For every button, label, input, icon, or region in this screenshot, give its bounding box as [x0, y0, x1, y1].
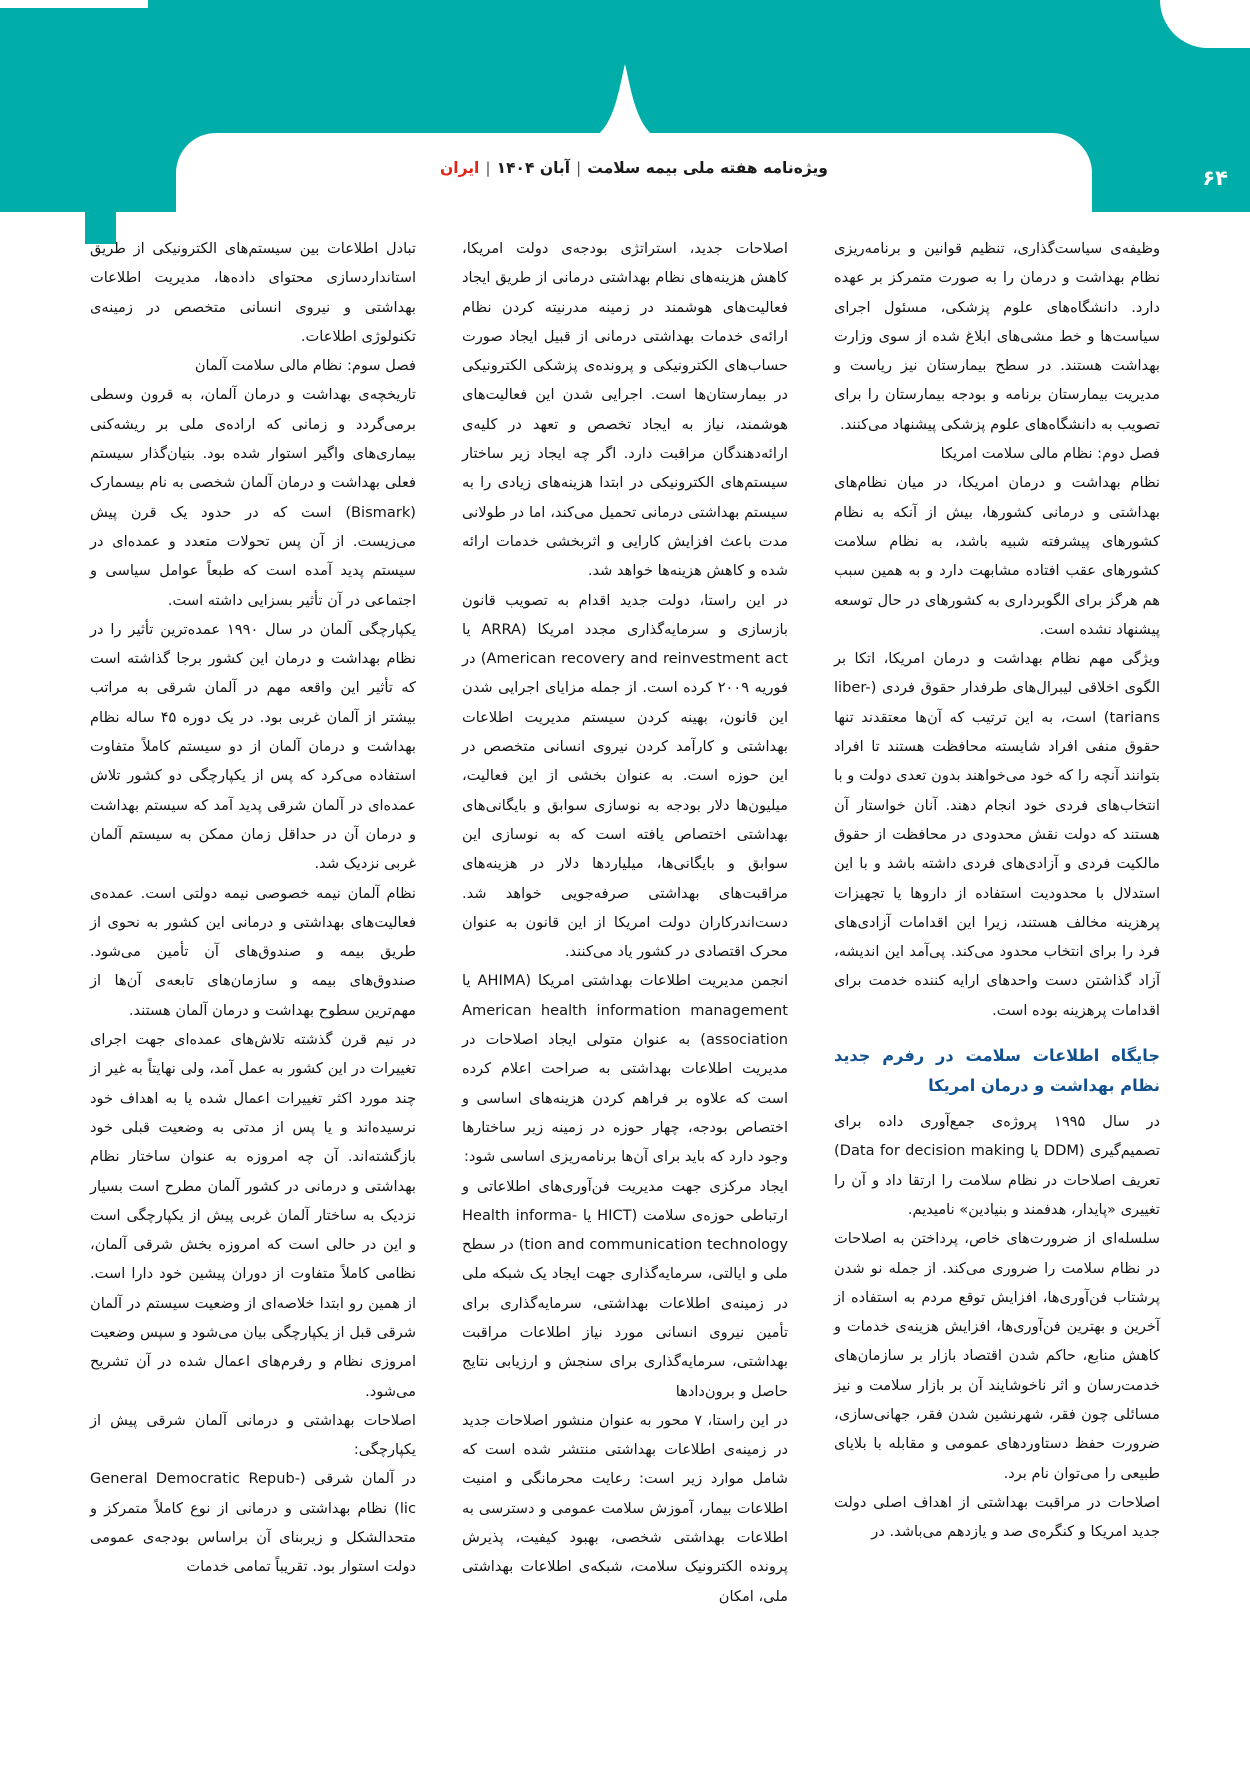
paragraph: تبادل اطلاعات بین سیستم‌های الکترونیکی از طریق استانداردسازی محتوای داده‌ها، مدیریت اطلاعات بهداشتی و نیروی انسانی متخصص در زمینه‌ی تکنولوژی اطلاعات.	[90, 240, 416, 345]
banner-corner-top-right	[1160, 0, 1250, 48]
paragraph: فصل سوم: نظام مالی سلامت آلمان	[194, 357, 416, 375]
paragraph: اصلاحات در مراقبت بهداشتی از اهداف اصلی دولت جدید امریکا و کنگره‌ی صد و یازدهم می‌باشد. در	[834, 1493, 1160, 1541]
section-heading: جایگاه اطلاعات سلامت در رفرم جدید نظام بهداشت و درمان امریکا	[834, 1046, 1160, 1096]
paragraph: ایجاد مرکزی جهت مدیریت فن‌آوری‌های اطلاعاتی و ارتباطی حوزه‌ی سلامت (HICT یا Health informa-tion and communication technology) در سطح ملی و ایالتی، سرمایه‌گذاری جهت ایجاد یک شبکه ملی در زمینه‌ی اطلاعات بهداشتی، سرمایه‌گذاری برای تأمین نیروی انسانی مورد نیاز اطلاعات مراقبت بهداشتی، سرمایه‌گذاری برای سنجش و ارزیابی نتایج حاصل و برون‌دادها	[462, 1177, 788, 1400]
paragraph: یکپارچگی آلمان در سال ۱۹۹۰ عمده‌ترین تأثیر را در نظام بهداشت و درمان این کشور برجا گذاشته است که تأثیر این واقعه مهم در آلمان شرقی به مراتب بیشتر از آلمان غربی بود. در یک دوره ۴۵ ساله نظام بهداشت و درمان آلمان از دو سیستم کاملاً متفاوت استفاده می‌کرد که پس از یکپارچگی دو کشور تلاش عمده‌ای در آلمان شرقی پدید آمد که سیستم بهداشت و درمان آن در حداقل زمان ممکن به سیستم آلمان غربی نزدیک شد.	[90, 620, 417, 873]
paragraph: نظام بهداشت و درمان امریکا، در میان نظام‌های بهداشتی و درمانی کشورها، بیش از آنکه به نظام کشورهای پیشرفته شبیه باشد، به نظام سلامت کشورهای عقب افتاده مشابهت دارد و به همین سبب هم هرگز برای الگوبرداری به کشورهای در حال توسعه پیشنهاد نشده است.	[834, 474, 1160, 638]
paragraph: اصلاحات بهداشتی و درمانی آلمان شرقی پیش از یکپارچگی:	[90, 1411, 416, 1459]
column-left	[90, 234, 416, 1611]
paragraph: ویژگی مهم نظام بهداشت و درمان امریکا، اتکا بر الگوی اخلاقی لیبرال‌های طرفدار حقوق فردی (liber-tarians) است، به این ترتیب که آن‌ها معتقدند تنها حقوق منفی افراد شایسته محافظت هستند تا افراد بتوانند آنچه را که خود می‌خواهند بدون تعدی دولت و با انتخاب‌های فردی خود انجام دهند. آنان خواستار آن هستند که دولت نقش محدودی در محافظت از حقوق مالکیت فردی و آزادی‌های فردی داشته باشد و با این استدلال با محدودیت استفاده از داروها یا تجهیزات پرهزینه مخالف هستند، زیرا این اقدامات آزادی‌های فرد را برای انتخاب محدود می‌کند. پی‌آمد این اندیشه، آزاد گذاشتن دست واحدهای ارایه کننده خدمت برای اقدامات پرهزینه بوده است.	[834, 650, 1160, 1019]
page-body	[0, 212, 1250, 1768]
issue-title: ویژه‌نامه هفته ملی بیمه سلامت	[587, 159, 828, 177]
paragraph: در آلمان شرقی (General Democratic Repub-lic) نظام بهداشتی و درمانی از نوع کاملاً متمرکز و متحدالشکل و زیربنای آن براساس بودجه‌ی عمومی دولت استوار بود. تقریباً تمامی خدمات	[90, 1470, 416, 1576]
header-white-panel	[176, 133, 1092, 212]
paragraph: فصل دوم: نظام مالی سلامت امریکا	[940, 445, 1160, 463]
paragraph: در این راستا، دولت جدید اقدام به تصویب قانون بازسازی و سرمایه‌گذاری مجدد امریکا (ARRA یا American recovery and reinvestment act) در فوریه ۲۰۰۹ کرده است. از جمله مزایای اجرایی شدن این قانون، بهینه کردن سیستم مدیریت اطلاعات بهداشتی و کارآمد کردن نیروی انسانی متخصص در این حوزه است. به عنوان بخشی از این فعالیت، میلیون‌ها دلار بودجه به نوسازی سوابق و بایگانی‌های بهداشتی اختصاص یافته است که به نوسازی این سوابق و بایگانی‌ها، میلیارد‌ها دلار در هزینه‌های مراقبت‌های بهداشتی صرفه‌جویی خواهد شد. دست‌اندرکاران دولت امریکا از این قانون به عنوان محرک اقتصادی در کشور یاد می‌کنند.	[462, 591, 788, 961]
column-right	[834, 234, 1160, 1611]
issue-date: آبان ۱۴۰۴	[496, 159, 571, 177]
top-teal-banner	[0, 0, 1250, 212]
paragraph: انجمن مدیریت اطلاعات بهداشتی امریکا (AHIMA یا American health information management association) به عنوان متولی ایجاد اصلاحات در مدیریت اطلاعات بهداشتی به صراحت اعلام کرده است که علاوه بر فراهم کردن هزینه‌های اساسی و اختصاص بودجه، چهار حوزه در زمینه زیر ساختارها وجود دارد که باید برای آن‌ها برنامه‌ریزی اساسی شود:	[462, 972, 788, 1166]
banner-notch-top-left	[0, 0, 148, 8]
header-separator-2: |	[485, 159, 491, 177]
paragraph: سلسله‌ای از ضرورت‌های خاص، پرداختن به اصلاحات در نظام سلامت را ضروری می‌کند. از جمله نو شدن پرشتاب فن‌آوری‌ها، افزایش توقع مردم به استفاده از آخرین و بهترین فن‌آوری‌ها، افزایش هزینه‌ی خدمات و کاهش منابع، حاکم شدن اقتصاد بازار بر سازمان‌های خدمت‌رسان و اثر ناخوشایند آن بر بازار سلامت و نیز مسائلی چون فقر، شهرنشین شدن فقر، جهانی‌سازی، ضرورت حفظ دستاوردهای عمومی و مقابله با بلایای طبیعی را می‌توان نام برد.	[834, 1230, 1160, 1482]
paragraph: تاریخچه‌ی بهداشت و درمان آلمان، به قرون وسطی برمی‌گردد و زمانی که اراده‌ی ملی بر ریشه‌کنی بیماری‌های واگیر استوار شده بود. بنیان‌گذار سیستم فعلی بهداشت و درمان آلمان شخصی به نام بیسمارک (Bismark) است که در حدود یک قرن پیش می‌زیست. از آن پس تحولات متعدد و عمده‌ای در سیستم پدید آمده است که طبعاً عوامل سیاسی و اجتماعی در آن تأثیر بسزایی داشته است.	[90, 386, 416, 609]
three-column-grid	[90, 234, 1160, 1611]
paragraph: نظام آلمان نیمه خصوصی نیمه دولتی است. عمده‌ی فعالیت‌های بهداشتی و درمانی این کشور به نحوی از طریق بیمه و صندوق‌های آن تأمین می‌شود. صندوق‌های بیمه و سازمان‌های تابعه‌ی آن‌ها از مهم‌ترین سطوح بهداشت و درمان آلمان هستند.	[90, 884, 416, 1019]
issue-header-line	[176, 159, 1092, 177]
paragraph: در این راستا، ۷ محور به عنوان منشور اصلاحات جدید در زمینه‌ی اطلاعات بهداشتی منتشر شده است که شامل موارد زیر است: رعایت محرمانگی و امنیت اطلاعات بیمار، آموزش سلامت عمومی و دسترسی به اطلاعات بهداشتی شخصی، بهبود کیفیت، پذیرش پرونده الکترونیک سلامت، شبکه‌ی اطلاعات بهداشتی ملی، امکان	[462, 1411, 788, 1605]
column-middle	[462, 234, 788, 1611]
paragraph: اصلاحات جدید، استراتژی بودجه‌ی دولت امریکا، کاهش هزینه‌های نظام بهداشتی درمانی از طریق ایجاد فعالیت‌های هوشمند در زمینه مدرنیته کردن نظام ارائه‌ی خدمات بهداشتی درمانی از قبیل ایجاد صورت حساب‌های الکترونیکی و پرونده‌ی پزشکی الکترونیکی در بیمارستان‌ها است. اجرایی شدن این فعالیت‌های هوشمند، نیاز به ایجاد تخصص و تعهد در کلیه‌ی ارائه‌دهندگان مراقبت دارد. اگر چه ایجاد زیر ساختار سیستم‌های الکترونیکی در ابتدا هزینه‌های زیادی را به سیستم بهداشتی درمانی تحمیل می‌کند، اما در طولانی مدت باعث افزایش کارایی و اثربخشی خدمات ارائه شده و کاهش هزینه‌ها خواهد شد.	[462, 240, 788, 580]
banner-peak-shape	[570, 64, 680, 142]
paragraph: در نیم قرن گذشته تلاش‌های عمده‌ای جهت اجرای تغییرات در این کشور به عمل آمد، ولی نهایتاً به غیر از چند مورد اکثر تغییرات اعمال شده یا به اهداف خود نرسیده‌اند و یا پس از مدتی به وضعیت قبلی خود بازگشته‌اند. آن چه امروزه به عنوان ساختار نظام بهداشتی و درمانی در کشور آلمان مطرح است بسیار نزدیک به ساختار آلمان غربی پیش از یکپارچگی است و این در حالی است که امروزه بخش شرقی آلمان، نظامی کاملاً متفاوت از دوران پیشین خود دارا است. از همین رو ابتدا خلاصه‌ای از وضعیت سیستم در آلمان شرقی قبل از یکپارچگی بیان می‌شود و سپس وضعیت امروزی نظام و رفرم‌های اعمال شده در آن تشریح می‌شود.	[90, 1031, 416, 1400]
header-separator-1: |	[576, 159, 582, 177]
paragraph: وظیفه‌ی سیاست‌گذاری، تنظیم قوانین و برنامه‌ریزی نظام بهداشت و درمان را به صورت متمرکز بر عهده دارد. دانشگاه‌های علوم پزشکی، مسئول اجرای سیاست‌ها و خط مشی‌های ابلاغ شده از سوی وزارت بهداشت هستند. در سطح بیمارستان نیز ریاست و مدیریت بیمارستان برنامه و بودجه بیمارستان را برای تصویب به دانشگاه‌های علوم پزشکی پیشنهاد می‌کنند.	[834, 240, 1160, 433]
brand-name: ایران	[440, 159, 480, 177]
page-number: ۶۴	[1202, 166, 1228, 190]
paragraph: در سال ۱۹۹۵ پروژه‌ی جمع‌آوری داده برای تصمیم‌گیری (DDM یا Data for decision making) تعریف اصلاحات در نظام سلامت را ارتقا داد و آن را تغییری «پایدار، هدفمند و بنیادین» نامیدیم.	[834, 1113, 1160, 1218]
